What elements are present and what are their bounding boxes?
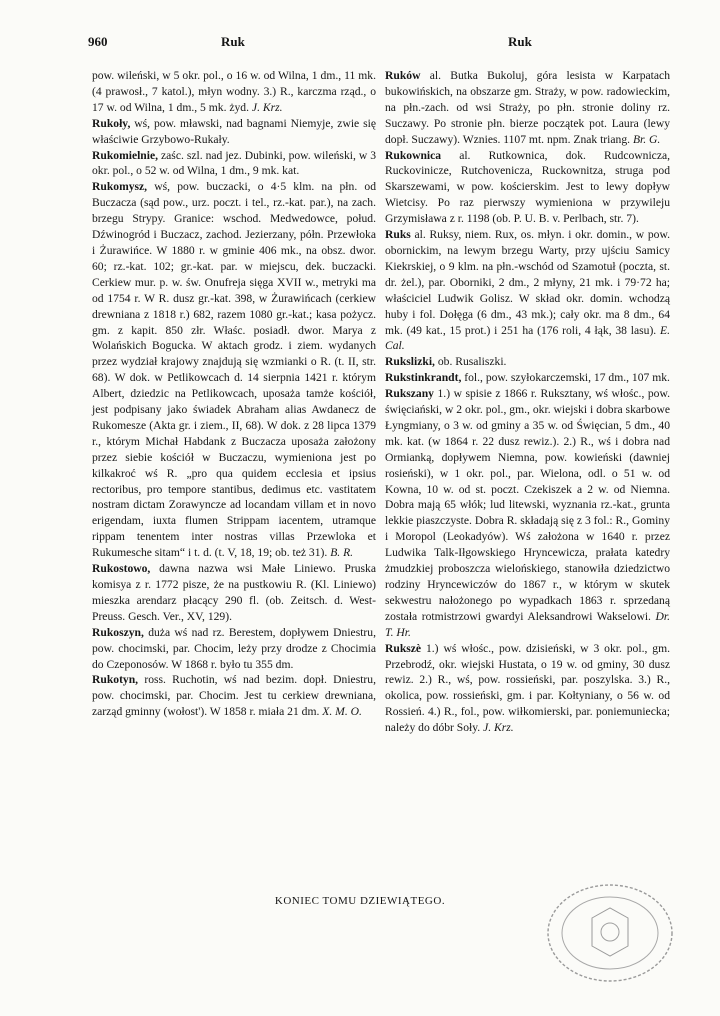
entry (92, 68, 376, 116)
entry-headword: Rukoszyn, (92, 625, 144, 639)
entry-text: ob. Rusaliszki. (437, 355, 507, 369)
entry-signature: B. R. (330, 546, 354, 560)
entry-text: al. Ruksy, niem. Rux, os. młyn. i okr. domin., w pow. obornickim, na lewym brzegu Warty, przy ujściu Samicy Kiekrskiej, o 9 klm. na płn.-wschód od Szamotuł (poczta, st. dr. żel.), par. Oborniki, 2 dm., 2 młyny, 21 mk. i 79·72 ha; właściciel Ludwik Golisz. W skład okr. domin. wchodzą huby i fol. Dołęga (6 dm., 43 mk.); cały okr. ma 8 dm., 64 mk. (49 kat., 15 prot.) i 251 ha (176 roli, 4 łąk, 38 lasu). (385, 228, 670, 337)
entry-headword: Rukostowo, (92, 562, 151, 576)
entry-text: wś, pow. mławski, nad bagnami Niemyje, zwie się właściwie Grzybowo-Rukały. (92, 116, 376, 146)
entry-signature: J. Krz. (251, 100, 283, 114)
entry-text: ross. Ruchotin, wś nad bezim. dopł. Dniestru, pow. chocimski, par. Chocim. Jest tu cerkiew drewniana, zarząd gminny (wołost'). W 1858 r. miała 21 dm. (92, 673, 376, 719)
entry-text: al. Rutkownica, dok. Rudcownicza, Ruckovinicze, Rutchovenicza, Ruckownitza, struga pod Skarszewami, w pow. kościerskim. Jest to lewy dopływ Wietcisy. Po raz pierwszy wymieniona w przywileju Grzymisława z r. 1198 (ob. P. U. B. v. Perlbach, str. 7). (385, 148, 671, 226)
entry (92, 179, 376, 561)
entry-headword: Rukoły, (92, 116, 131, 130)
entry-text: pow. wileński, w 5 okr. pol., o 16 w. od Wilna, 1 dm., 11 mk. (4 prawosł., 7 katol.), młyn wodny. 3.) R., karczma rząd., o 17 w. od Wilna, 1 dm., 5 mk. żyd. (92, 69, 376, 114)
entry-text: duża wś nad rz. Berestem, dopływem Dniestru, pow. chocimski, par. Chocim, leży przy drodze z Chocimia do Czeponosów. W 1868 r. było tu 355 dm. (92, 625, 376, 671)
entry (385, 227, 670, 354)
entry-signature: Br. G. (632, 132, 661, 146)
entry-headword: Rukownica (385, 148, 442, 162)
entry-headword: Rukszany (385, 387, 434, 401)
entry-text: 1.) w spisie z 1866 r. Ruksztany, wś włośc., pow. święciański, w 2 okr. pol., gm., okr. wiejski i dobra skarbowe Łyngmiany, o 3 w. od gminy a 35 w. od Święcian, 5 dm., 40 mk. kat. (w 1864 r. 22 dusz rewiz.). 2.) R., wś i dobra nad Ormianką, dopływem Niemna, pow. kowieński (dawniej rosieński), w 1 okr. pol., par. Wielona, odl. o 51 w. od Kowna, 10 w. od st. poczt. Czekiszek a 2 w. od Niemna. Dobra mają 65 włók; lud litewski, wyznania rz.-kat., grunta lekkie piaszczyste. Dobra R. składają się z 3 fol.: R., Gominy i Moropol (Leokadyów). Wś założona w 1640 r. przez Ludwika Talk-Iłgowskiego Hryncewicza, prałata katedry żmudzkiej proboszcza wielońskiego, stanowiła dziedzictwo rodziny Hryncewiczów do 1867 r., w którym w skutek sekwestru nałożonego po wypadkach 1863 r. sprzedaną została rotmistrzowi gwardyi Aleksandrowi Wakselowi. (385, 387, 670, 623)
entry-signature: J. Krz. (483, 721, 514, 735)
entry (92, 625, 376, 673)
entry-text: al. Butka Bukoluj, góra lesista w Karpatach bukowińskich, na obszarze gm. Straży, w pow. radowieckim, na płn.-zach. od wsi Straży, po płn. stronie doliny rz. Suczawy. Po stronie płn. bierze początek pot. Laura (lewy dopł. Suczawy). Wznies. 1107 mt. npm. Znak triang. (385, 69, 670, 146)
entry (385, 641, 670, 736)
volume-end-note: KONIEC TOMU DZIEWIĄTEGO. (274, 895, 446, 907)
left-running-head: Ruk (221, 34, 245, 49)
entry (385, 354, 670, 370)
entry (92, 116, 376, 148)
left-column (92, 68, 376, 720)
right-running-head: Ruk (508, 34, 532, 49)
entry (385, 386, 670, 641)
entry (92, 561, 376, 625)
entry-text: fol., pow. szyłokarczemski, 17 dm., 107 mk. (464, 371, 670, 385)
entry-signature: E. Cal. (385, 323, 670, 353)
entry-headword: Ruków (385, 69, 421, 82)
entry-headword: Rukszè (385, 641, 422, 655)
entry (92, 672, 376, 720)
entry-text: 1.) wś włośc., pow. dzisieński, w 3 okr. pol., gm. Przebrodź, okr. wiejski Hustata, o 19 w. od gminy, 30 dusz rewiz. 2.) R., wś, pow. rossieński, par. poszylska. 3.) R., okolica, pow. rossieński, gm. i par. Kołtyniany, o 56 w. od Rossień. 4.) R., fol., pow. wiłkomierski, par. poniemuniecka; należy do dóbr Soły. (385, 641, 670, 735)
entry-headword: Rukotyn, (92, 673, 139, 687)
entry-headword: Rukomielnie, (92, 148, 159, 162)
entry (92, 148, 376, 180)
entry-headword: Rukstinkrandt, (385, 371, 462, 385)
page-number: 960 (88, 34, 108, 49)
entry (385, 68, 670, 148)
entry-signature: Dr. T. Hr. (385, 609, 670, 639)
entry-headword: Ruks (385, 228, 411, 242)
entry-headword: Rukomysz, (92, 180, 148, 194)
page-header (88, 34, 676, 56)
entry-headword: Rukslizki, (385, 355, 435, 369)
entry-text: wś, pow. buczacki, o 4·5 klm. na płn. od Buczacza (sąd pow., urz. poczt. i tel., rz.-kat. par.), na zach. brzegu Strypy. Granice: wschod. Medwedowce, połud. Dźwinogród i Buczacz, zachod. Jezierzany, półn. Przewłoka i Żurawińce. W 1880 r. w gminie 406 mk., na obsz. dwor. 60; rz.-kat. 102; gr.-kat. par. w miejscu, dek. buczacki. Cerkiew mur. p. w. św. Onufreja sięga XVII w., metryki ma od 1754 r. W R. dusz gr.-kat. 398, w Żurawińcach (cerkiew drewniana z 1818 r.) 682, razem 1080 gr.-kat.; kasa pożycz. gm. z kapit. 850 złr. Właśc. posiadł. dwor. Marya z Wolańskich Bogucka. W aktach grodz. i ziem. wydanych przez wydział krajowy znajdują się wzmianki o R. (t. II, str. 68). W dok. w Petlikowcach d. 14 sierpnia 1421 r. którym Albert, dziedzic na Petlikowcach, uposaża tamże kościół, jest podpisany jako świadek Abraham alias Awdanecz de Rukomesze (Akta gr. i ziem., II, 68). W dok. z 28 lipca 1379 r., którym Michał Habdank z Buczacza uposaża założony przez siebie kościół w Buczaczu, wymieniona jest po kilkakroć wś R. „pro qua quidem ecclesia et ipsius rectoribus, pro tempore stantibus, dedimus etc. vastitatem nostram dictam Zorawyncze ad locandam villam et in novo erigendam, iuxta flumen Strippam iacentem, utramque rippam tenentem inter nostras villas Przewloka et Rukumesche sitam“ i t. d. (t. V, 18, 19; ob. też 31). (92, 180, 376, 560)
entry-signature: X. M. O. (322, 705, 362, 719)
right-column (385, 68, 670, 736)
entry-text: dawna nazwa wsi Małe Liniewo. Pruska komisya z r. 1772 pisze, że na pustkowiu R. (Kl. Liniewo) mieszka arendarz płacący 290 fl. (ob. Zeitsch. d. West-Preuss. Gesch. Ver., XV, 129). (92, 562, 376, 623)
library-stamp-icon (540, 878, 680, 988)
entry (385, 148, 670, 228)
entry (385, 370, 670, 386)
entry-text: zaśc. szl. nad jez. Dubinki, pow. wileński, w 3 okr. pol., o 52 w. od Wilna, 1 dm., 9 mk. kat. (92, 148, 376, 178)
